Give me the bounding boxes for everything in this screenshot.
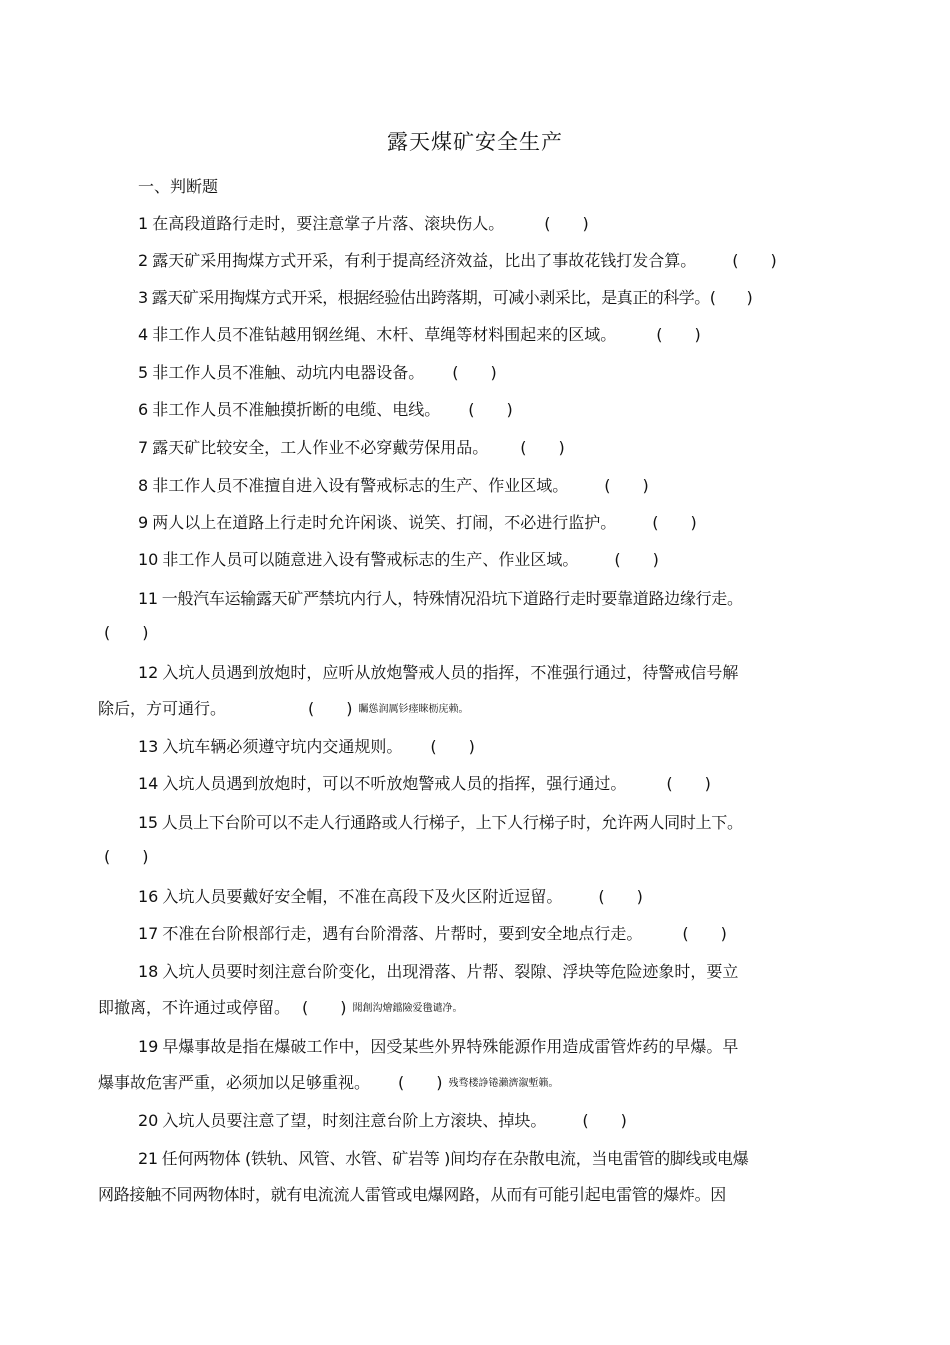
question-text: 爆事故危害严重，必须加以足够重视。 (98, 1073, 371, 1092)
question-text: 非工作人员不准擅自进入设有警戒标志的生产、作业区域。 (152, 476, 569, 495)
answer-blank[interactable]: ( ) (732, 251, 777, 270)
answer-blank[interactable]: ( ) (709, 288, 753, 307)
answer-blank[interactable]: ( ) (430, 737, 475, 756)
question-item (138, 1147, 748, 1171)
footnote-text: 聞創沟燴鐺險爱氇谴净。 (352, 1002, 463, 1014)
question-continuation (98, 996, 463, 1020)
question-text: 入坑车辆必须遵守坑内交通规则。 (162, 737, 403, 756)
question-item (138, 548, 659, 572)
answer-blank[interactable]: ( ) (666, 774, 711, 793)
question-continuation (98, 1071, 559, 1095)
footnote-text: 残骛楼諍锩瀨濟溆塹籟。 (448, 1077, 559, 1089)
answer-blank[interactable]: ( ) (104, 623, 149, 642)
question-item (138, 772, 711, 796)
question-text: 入坑人员遇到放炮时，可以不听放炮警戒人员的指挥，强行通过。 (162, 774, 627, 793)
question-text: 即撤离，不许通过或停留。 (98, 998, 291, 1017)
question-continuation (98, 1183, 726, 1207)
answer-blank[interactable]: ( ) (604, 476, 649, 495)
question-text: 入坑人员遇到放炮时，应听从放炮警戒人员的指挥，不准强行通过，待警戒信号解 (162, 663, 739, 682)
question-number: 15 (138, 813, 158, 832)
question-text: 非工作人员不准触、动坑内电器设备。 (152, 363, 425, 382)
question-text: 入坑人员要戴好安全帽，不准在高段下及火区附近逗留。 (162, 887, 563, 906)
question-text: 在高段道路行走时，要注意掌子片落、滚块伤人。 (152, 214, 505, 233)
question-number: 3 (138, 288, 148, 307)
question-continuation (98, 697, 469, 721)
answer-blank[interactable]: ( ) (398, 1073, 443, 1092)
question-text: 露天矿比较安全，工人作业不必穿戴劳保用品。 (152, 438, 489, 457)
question-text: 露天矿采用掏煤方式开采，有利于提高经济效益，比出了事故花钱打发合算。 (152, 251, 697, 270)
question-number: 21 (138, 1149, 158, 1168)
footnote-text: 矚慫润厲钐瘗睞枥庑赖。 (358, 703, 469, 715)
question-item (138, 474, 649, 498)
question-text: 两人以上在道路上行走时允许闲谈、说笑、打闹，不必进行监护。 (152, 513, 617, 532)
question-item (138, 735, 475, 759)
answer-blank[interactable]: ( ) (582, 1111, 627, 1130)
question-item (138, 361, 497, 385)
answer-blank[interactable]: ( ) (682, 924, 727, 943)
question-item (138, 960, 738, 984)
question-item (138, 249, 777, 273)
question-item (138, 1109, 627, 1133)
question-number: 17 (138, 924, 159, 943)
question-text: 非工作人员不准触摸折断的电缆、电线。 (152, 400, 441, 419)
answer-blank[interactable]: ( ) (544, 214, 589, 233)
answer-blank[interactable]: ( ) (656, 325, 701, 344)
question-number: 4 (138, 325, 149, 344)
question-text: 非工作人员不准钻越用钢丝绳、木杆、草绳等材料围起来的区域。 (152, 325, 617, 344)
question-number: 6 (138, 400, 149, 419)
question-text: 任何两物体 (铁轨、风管、水管、矿岩等 )间均存在杂散电流，当电雷管的脚线或电爆 (161, 1149, 749, 1168)
question-text: 不准在台阶根部行走，遇有台阶滑落、片帮时，要到安全地点行走。 (162, 924, 643, 943)
answer-blank[interactable]: ( ) (452, 363, 497, 382)
question-text: 除后，方可通行。 (98, 699, 227, 718)
question-number: 8 (138, 476, 149, 495)
question-item (138, 398, 513, 422)
question-item (138, 323, 701, 347)
answer-blank[interactable]: ( ) (302, 998, 347, 1017)
question-item (138, 212, 589, 236)
question-number: 2 (138, 251, 149, 270)
question-number: 12 (138, 663, 159, 682)
answer-blank[interactable]: ( ) (308, 699, 353, 718)
question-text: 非工作人员可以随意进入设有警戒标志的生产、作业区域。 (162, 550, 579, 569)
question-text: 早爆事故是指在爆破工作中，因受某些外界特殊能源作用造成雷管炸药的早爆。早 (162, 1037, 739, 1056)
question-item (138, 587, 743, 611)
question-number: 9 (138, 513, 149, 532)
answer-blank[interactable]: ( ) (652, 513, 697, 532)
question-number: 10 (138, 550, 159, 569)
question-item (138, 811, 743, 835)
question-text: 一般汽车运输露天矿严禁坑内行人，特殊情况沿坑下道路行走时要靠道路边缘行走。 (161, 589, 743, 608)
question-number: 13 (138, 737, 159, 756)
answer-blank[interactable]: ( ) (520, 438, 565, 457)
section-heading: 一、判断题 (138, 177, 219, 196)
question-text: 网路接触不同两物体时，就有电流流人雷管或电爆网路，从而有可能引起电雷管的爆炸。因 (98, 1185, 727, 1204)
question-item (138, 436, 565, 460)
question-item (138, 661, 738, 685)
question-number: 7 (138, 438, 149, 457)
question-number: 16 (138, 887, 159, 906)
answer-blank[interactable]: ( ) (598, 887, 643, 906)
question-text: 人员上下台阶可以不走人行通路或人行梯子，上下人行梯子时，允许两人同时上下。 (161, 813, 743, 832)
question-number: 20 (138, 1111, 159, 1130)
question-item (138, 885, 643, 909)
question-text: 露天矿采用掏煤方式开采，根据经验估出跨落期，可减小剥采比，是真正的科学。 (151, 288, 710, 307)
answer-blank[interactable]: ( ) (104, 847, 149, 866)
question-number: 18 (138, 962, 159, 981)
answer-blank[interactable]: ( ) (614, 550, 659, 569)
question-text: 入坑人员要注意了望，时刻注意台阶上方滚块、掉块。 (162, 1111, 547, 1130)
question-number: 5 (138, 363, 149, 382)
question-number: 11 (138, 589, 158, 608)
question-item (138, 511, 697, 535)
question-item (138, 1035, 738, 1059)
document-title: 露天煤矿安全生产 (387, 130, 563, 154)
question-number: 14 (138, 774, 159, 793)
question-text: 入坑人员要时刻注意台阶变化，出现滑落、片帮、裂隙、浮块等危险迹象时，要立 (162, 962, 739, 981)
question-item (138, 286, 752, 310)
answer-blank[interactable]: ( ) (468, 400, 513, 419)
question-number: 19 (138, 1037, 159, 1056)
question-item (138, 922, 727, 946)
question-number: 1 (138, 214, 149, 233)
